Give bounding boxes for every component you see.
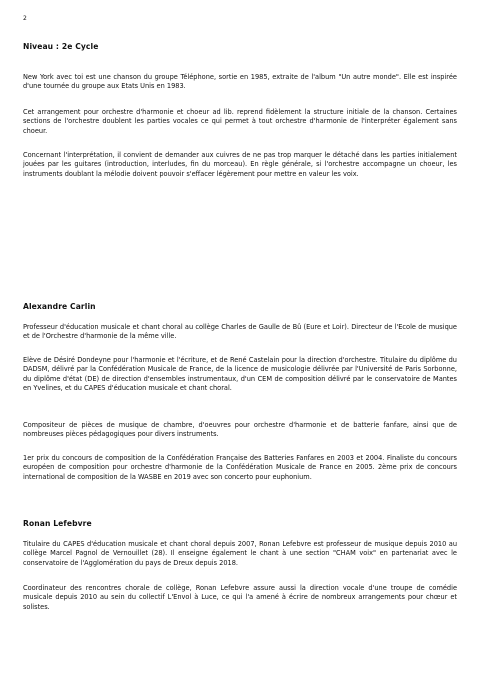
section-heading-level: Niveau : 2e Cycle [23,42,99,51]
paragraph-arrangement: Cet arrangement pour orchestre d'harmonie et choeur ad lib. reprend fidèlement la structure initiale de la chanson. Certaines sections de l'orchestre doublent les parties vocales ce qui permet à tout orchestre d'harmonie de l'interpréter également sans choeur. [23,108,457,135]
paragraph-lefebvre-choir: Coordinateur des rencontres chorale de collège, Ronan Lefebvre assure aussi la direction vocale d'une troupe de comédie musicale depuis 2010 au sein du collectif L'Envol à Luce, ce qui l'a amené à écrire de nombreux arrangements pour chœur et solistes. [23,584,457,611]
paragraph-carlin-position: Professeur d'éducation musicale et chant choral au collège Charles de Gaulle de Bû (Eure et Loir). Directeur de l'Ecole de musique et de l'Orchestre d'harmonie de la même ville. [23,323,457,341]
paragraph-song-intro: New York avec toi est une chanson du groupe Téléphone, sortie en 1985, extraite de l'album "Un autre monde". Elle est inspirée d'une tournée du groupe aux Etats Unis en 1983. [23,73,457,91]
page-number: 2 [23,15,27,22]
paragraph-carlin-education: Elève de Désiré Dondeyne pour l'harmonie et l'écriture, et de René Castelain pour la direction d'orchestre. Titulaire du diplôme du DADSM, délivré par la Confédération Musicale de France, de la licence de musicologie délivrée par l'Université de Paris Sorbonne, du diplôme d'état (DE) de direction d'ensembles instrumentaux, d'un CEM de composition délivré par le conservatoire de Mantes en Yvelines, et du CAPES d'éducation musicale et chant choral. [23,356,457,392]
paragraph-lefebvre-position: Titulaire du CAPES d'éducation musicale et chant choral depuis 2007, Ronan Lefebvre est professeur de musique depuis 2010 au collège Marcel Pagnol de Vernouillet (28). Il enseigne également le chant à une section "CHAM voix" en partenariat avec le conservatoire de l'Agglomération du pays de Dreux depuis 2018. [23,540,457,567]
paragraph-carlin-compositions: Compositeur de pièces de musique de chambre, d'oeuvres pour orchestre d'harmonie et de batterie fanfare, ainsi que de nombreuses pièces pédagogiques pour divers instruments. [23,421,457,439]
paragraph-interpretation: Concernant l'interprétation, il convient de demander aux cuivres de ne pas trop marquer le détaché dans les parties initialement jouées par les guitares (introduction, interludes, fin du morceau). En règle générale, si l'orchestre accompagne un choeur, les instruments doublant la mélodie doivent pouvoir s'effacer légèrement pour mettre en valeur les voix. [23,151,457,178]
section-heading-carlin: Alexandre Carlin [23,302,96,311]
section-heading-lefebvre: Ronan Lefebvre [23,519,92,528]
paragraph-carlin-awards: 1er prix du concours de composition de la Confédération Française des Batteries Fanfares en 2003 et 2004. Finaliste du concours européen de composition pour orchestre d'harmonie de la Confédération Musicale de France en 2005. 2ème prix de concours international de composition de la WASBE en 2019 avec son concerto pour euphonium. [23,454,457,481]
